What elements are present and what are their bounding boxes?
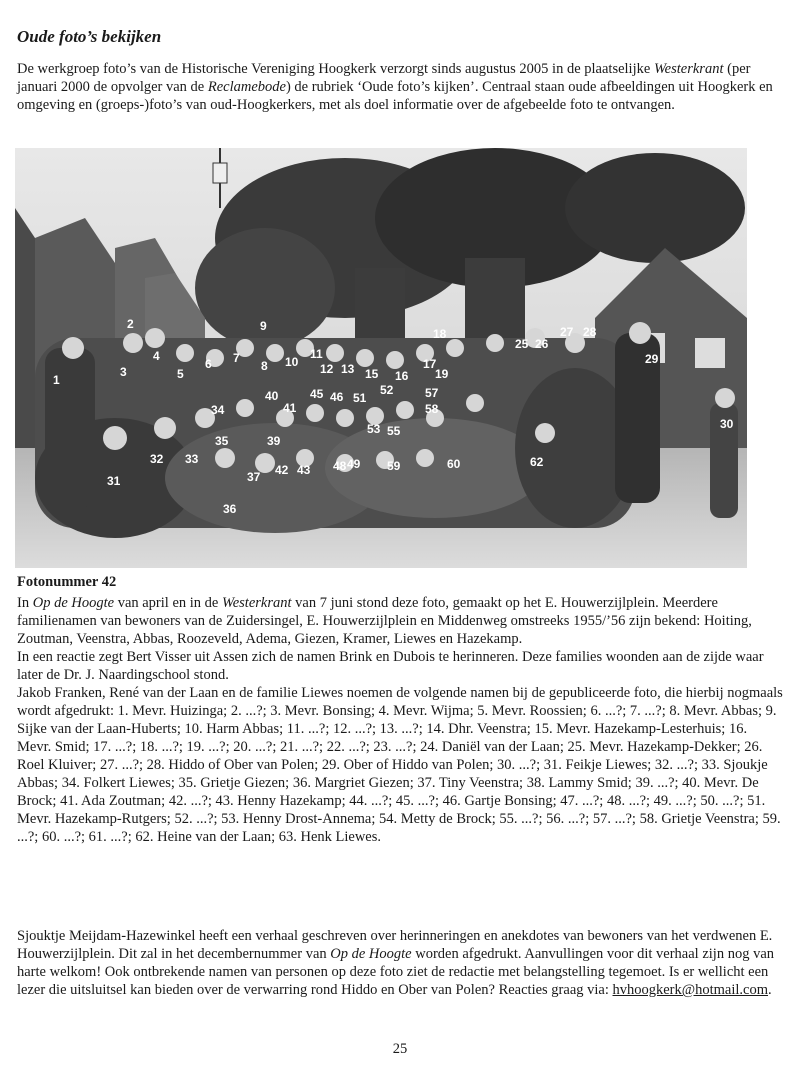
photo-number-label: 57 <box>425 386 439 400</box>
photo-number-label: 1 <box>53 373 60 387</box>
photo-number-label: 48 <box>333 459 347 473</box>
photo-number-label: 43 <box>297 463 311 477</box>
caption-text-e: van 7 juni stond deze foto, gemaakt op het E. Houwerzijlplein. Meerdere familienamen van bewoners van de Zuidersingel, E. Houwerzijlplein en Middenweg omstreeks 1955/’56 zijn bekend: Hoiting, Zoutman, Veenstra, Abbas, Roozeveld, Adema, Giezen, Kramer, Liewes en Hazekamp. <box>17 595 752 647</box>
photo-number-label: 55 <box>387 424 401 438</box>
email-link[interactable]: hvhoogkerk@hotmail.com <box>612 982 769 998</box>
photo-number-label: 12 <box>320 362 334 376</box>
photo-number-label: 51 <box>353 391 367 405</box>
photo-number-label: 35 <box>215 434 229 448</box>
photo-number-label: 18 <box>433 327 447 341</box>
photo-number-label: 28 <box>583 325 597 339</box>
caption-text-c: van april en in de <box>114 595 222 611</box>
photo-number-label: 7 <box>233 351 240 365</box>
photo-number-label: 17 <box>423 357 437 371</box>
photo-number-label: 34 <box>211 403 225 417</box>
caption-body <box>17 594 783 846</box>
photo-number-label: 19 <box>435 367 449 381</box>
intro-text-3: ) de rubriek ‘Oude foto’s kijken’. Centraal staan oude afbeeldingen uit Hoogkerk en omgeving en (groeps-)foto’s van oud-Hoogkerkers, met als doel informatie over de afgebeelde foto te ontvangen. <box>17 79 773 113</box>
photo-number-label: 25 <box>515 337 529 351</box>
photo-number-label: 53 <box>367 422 381 436</box>
photo-number-label: 11 <box>310 347 323 361</box>
intro-text-1: De werkgroep foto’s van de Historische Vereniging Hoogkerk verzorgt sinds augustus 2005 in de plaatselijke <box>17 61 654 77</box>
caption-paragraph-1 <box>17 594 783 648</box>
closing-italic-1: Op de Hoogte <box>330 946 412 962</box>
photo-number-label: 58 <box>425 402 439 416</box>
caption-paragraph-2: In een reactie zegt Bert Visser uit Assen zich de namen Brink en Dubois te herinneren. Deze families woonden aan de zijde waar later de Dr. J. Naardingschool stond. <box>17 649 764 683</box>
caption-title: Fotonummer 42 <box>17 574 117 590</box>
photo-number-label: 62 <box>530 455 544 469</box>
caption-italic-b: Op de Hoogte <box>32 595 115 611</box>
photo-number-label: 42 <box>275 463 289 477</box>
photo-number-label: 46 <box>330 390 344 404</box>
photo-number-label: 5 <box>177 367 184 381</box>
group-photo-illustration <box>15 148 747 568</box>
photo-number-label: 32 <box>150 452 164 466</box>
closing-paragraph <box>17 927 783 999</box>
photo-number-label: 27 <box>560 325 574 339</box>
closing-text-3: . <box>768 982 772 998</box>
photo-number-label: 37 <box>247 470 261 484</box>
photo-number-label: 26 <box>535 337 549 351</box>
page-number: 25 <box>392 1041 408 1057</box>
photo-number-label: 31 <box>107 474 121 488</box>
photo-number-label: 9 <box>260 319 267 333</box>
closing-text-1: Sjouktje Meijdam-Hazewinkel heeft een verhaal geschreven over herinneringen en anekdotes van bewoners van het verdwenen E. Houwerzijlplein. Dit zal in het decembernummer van <box>17 928 773 962</box>
photo-number-label: 52 <box>380 383 394 397</box>
photo-number-label: 45 <box>310 387 324 401</box>
photo-number-label: 60 <box>447 457 461 471</box>
photo-number-label: 36 <box>223 502 237 516</box>
photo-number-label: 8 <box>261 359 268 373</box>
photo-number-label: 40 <box>265 389 279 403</box>
photo-number-label: 33 <box>185 452 199 466</box>
photo-number-label: 15 <box>365 367 379 381</box>
photo-number-label: 6 <box>205 357 212 371</box>
group-photo <box>15 148 747 568</box>
photo-number-label: 49 <box>347 457 361 471</box>
photo-number-label: 30 <box>720 417 734 431</box>
caption-paragraph-3: Jakob Franken, René van der Laan en de familie Liewes noemen de volgende namen bij de gepubliceerde foto, die hierbij nogmaals wordt afgedrukt: 1. Mevr. Huizinga; 2. ...?; 3. Mevr. Bonsing; 4. Mevr. Wijma; 5. Mevr. Roossien; 6. ...?; 7. ...?; 8. Mevr. Abbas; 9. Sijke van der Laan-Huberts; 10. Harm Abbas; 11. ...?; 12. ...?; 13. ...?; 14. Dhr. Veenstra; 15. Mevr. Hazekamp-Lesterhuis; 16. Mevr. Smid; 17. ...?; 18. ...?; 19. ...?; 20. ...?; 21. ...?; 22. ...?; 23. ...?; 24. Daniël van der Laan; 25. Mevr. Hazekamp-Dekker; 26. Roel Kluiver; 27. ...?; 28. Hiddo of Ober van Polen; 29. Ober of Hiddo van Polen; 30. ...?; 31. Feikje Liewes; 32. ...?; 33. Sjoukje Abbas; 34. Folkert Liewes; 35. Grietje Giezen; 36. Margriet Giezen; 37. Tiny Veenstra; 38. Lammy Smid; 39. ...?; 40. Mevr. De Brock; 41. Ada Zoutman; 42. ...?; 43. Henny Hazekamp; 44. ...?; 45. ...?; 46. Gartje Bonsing; 47. ...?; 48. ...?; 49. ...?; 50. ...?; 51. Mevr. Hazekamp-Rutgers; 52. ...?; 53. Henny Drost-Annema; 54. Metty de Brock; 55. ...?; 56. ...?; 57. ...?; 58. Grietje Veenstra; 59. ...?; 60. ...?; 61. ...?; 62. Heine van der Laan; 63. Henk Liewes. <box>17 685 783 845</box>
closing-text-2: worden afgedrukt. Aanvullingen voor dit verhaal zijn nog van harte welkom! Ook ontbrekende namen van personen op deze foto ziet de redactie met belangstelling tegemoet. Is er wellicht een lezer die uitsluitsel kan bieden over de verwarring rond Hiddo en Ober van Polen? Reacties graag via: <box>17 946 775 998</box>
article-heading: Oude foto’s bekijken <box>17 27 162 46</box>
photo-number-label: 13 <box>341 362 355 376</box>
caption-italic-d: Westerkrant <box>221 595 292 611</box>
caption-text-a: In <box>17 595 33 611</box>
photo-number-label: 10 <box>285 355 299 369</box>
photo-number-label: 4 <box>153 349 160 363</box>
photo-number-label: 29 <box>645 352 659 366</box>
photo-number-label: 2 <box>127 317 134 331</box>
intro-text-2: (per januari 2000 de opvolger van de <box>17 61 751 95</box>
photo-number-label: 41 <box>283 401 297 415</box>
intro-italic-2: Reclamebode <box>207 79 286 95</box>
photo-number-label: 39 <box>267 434 281 448</box>
intro-italic-1: Westerkrant <box>653 61 724 77</box>
photo-number-label: 16 <box>395 369 409 383</box>
intro-paragraph <box>17 60 783 114</box>
photo-number-label: 59 <box>387 459 401 473</box>
photo-number-label: 3 <box>120 365 127 379</box>
